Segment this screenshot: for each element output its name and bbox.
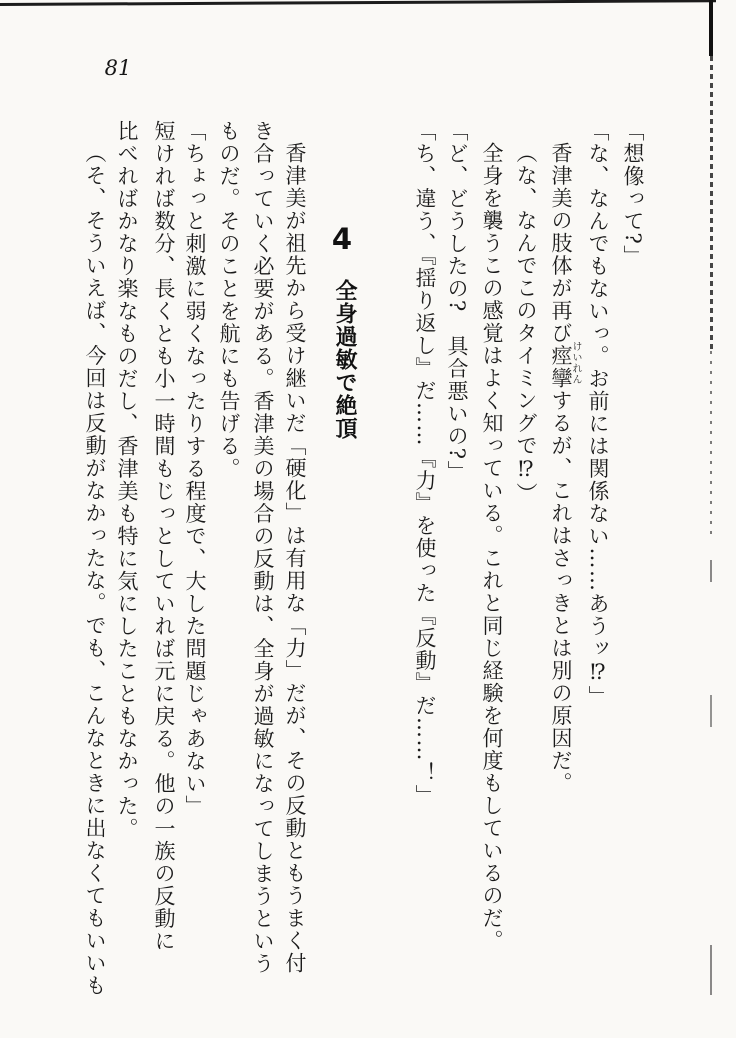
page-number: 81 <box>104 56 132 80</box>
scan-gutter-dashes-artifact <box>710 56 713 351</box>
text-column: （な、なんでこのタイミングで⁉） <box>514 142 538 505</box>
text-column: 香津美の肢体が再び痙攣するが、これはさっきとは別の原因だ。 <box>549 142 573 795</box>
text-column: き合っていく必要がある。香津美の場合の反動は、全身が過敏になってしまうという <box>251 120 275 975</box>
scan-gutter-line-artifact <box>709 0 713 56</box>
text-column: 比べればかなり楽なものだし、香津美も特に気にしたこともなかった。 <box>115 120 139 840</box>
scan-gutter-dashes-artifact <box>710 351 712 541</box>
text-column: 「想像って?」 <box>621 120 645 268</box>
text-column: ものだ。そのことを航にも告げる。 <box>217 120 241 480</box>
text-column: 全身を襲うこの感覚はよく知っている。これと同じ経験を何度もしているのだ。 <box>480 142 504 952</box>
scan-gutter-mark-artifact <box>710 945 712 995</box>
text-column: （そ、そういえば、今回は反動がなかったな。でも、こんなときに出なくてもいいも <box>83 142 107 997</box>
scan-gutter-mark-artifact <box>710 560 712 582</box>
text-column: 「ちょっと刺激に弱くなったりする程度で、大した問題じゃあない」 <box>183 120 207 818</box>
text-column: 「ど、どうしたの? 具合悪いの?」 <box>445 120 469 484</box>
furigana-keiren: けいれん <box>570 341 581 385</box>
chapter-title: 全身過敏で絶頂 <box>332 279 357 440</box>
text-column: 短ければ数分、長くとも小一時間もじっとしていれば元に戻る。他の一族の反動に <box>152 120 176 953</box>
chapter-number: 4 <box>331 222 353 256</box>
scan-gutter-mark-artifact <box>710 695 712 727</box>
text-column: 「ち、違う、『揺り返し』だ……『力』を使った『反動』だ……！」 <box>413 120 437 807</box>
scan-top-edge-artifact <box>0 0 716 6</box>
text-column: 「な、なんでもないっ。お前には関係ない……あうッ⁉」 <box>586 120 610 708</box>
text-column: 香津美が祖先から受け継いだ「硬化」は有用な「力」だが、その反動ともうまく付 <box>283 142 307 975</box>
